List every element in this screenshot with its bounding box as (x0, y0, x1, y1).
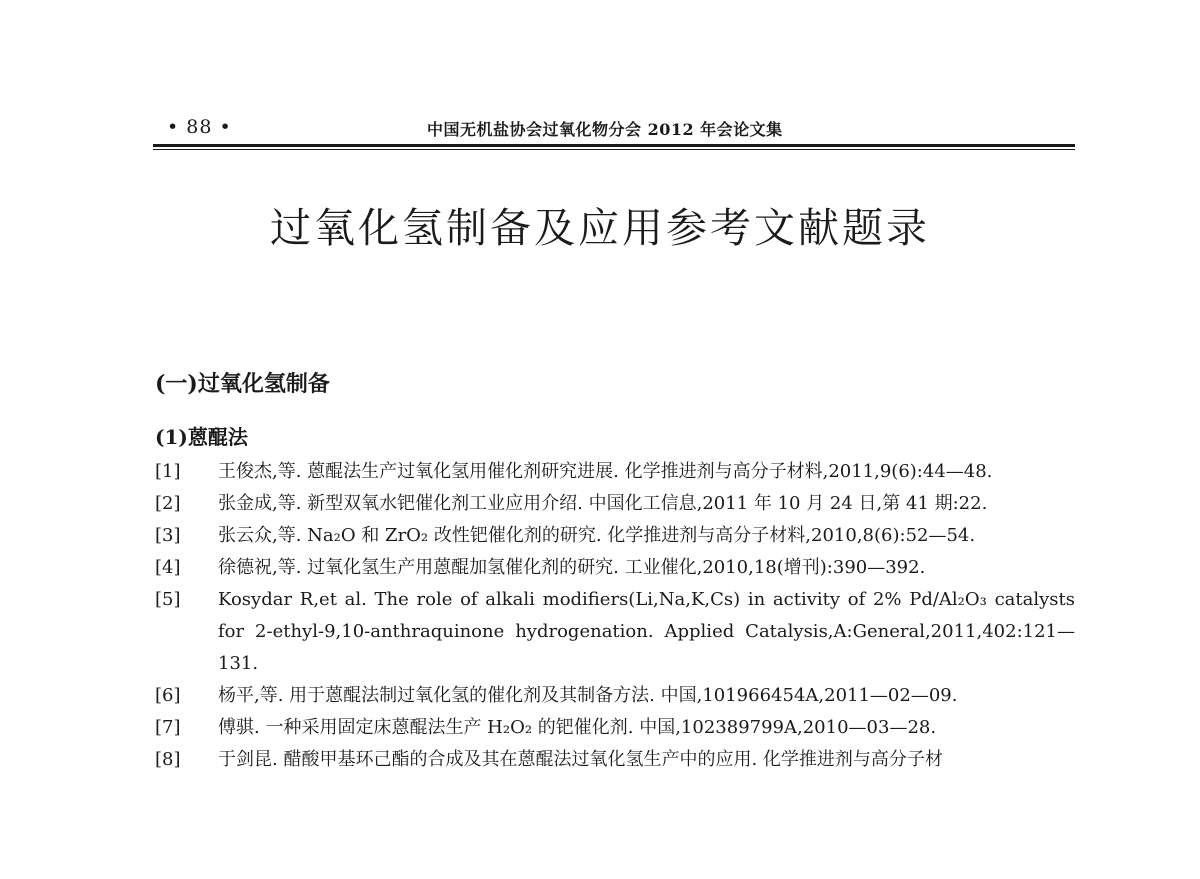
reference-text: 张金成,等. 新型双氧水钯催化剂工业应用介绍. 中国化工信息,2011 年 10 月 24 日,第 41 期:22. (218, 493, 988, 514)
page-number: • 88 • (167, 116, 232, 138)
reference-item (155, 488, 1075, 520)
subsection-heading: (1)蒽醌法 (155, 425, 248, 449)
reference-item (155, 520, 1075, 552)
reference-text: 王俊杰,等. 蒽醌法生产过氧化氢用催化剂研究进展. 化学推进剂与高分子材料,2011,9(6):44—48. (218, 461, 993, 482)
journal-title: 中国无机盐协会过氧化物分会 2012 年会论文集 (427, 120, 783, 139)
header-rule-thin (153, 149, 1075, 150)
reference-item (155, 712, 1075, 744)
reference-number: [8] (155, 749, 181, 770)
reference-text: 杨平,等. 用于蒽醌法制过氧化氢的催化剂及其制备方法. 中国,101966454A,2011—02—09. (218, 685, 958, 706)
reference-text: 于剑昆. 醋酸甲基环己酯的合成及其在蒽醌法过氧化氢生产中的应用. 化学推进剂与高分子材 (218, 749, 943, 770)
reference-item (155, 552, 1075, 584)
reference-number: [3] (155, 525, 181, 546)
reference-number: [6] (155, 685, 181, 706)
reference-number: [2] (155, 493, 181, 514)
running-header (155, 114, 1073, 144)
reference-item (155, 680, 1075, 712)
reference-item (155, 584, 1075, 680)
reference-number: [7] (155, 717, 181, 738)
document-title: 过氧化氢制备及应用参考文献题录 (270, 204, 930, 252)
reference-list (155, 456, 1075, 776)
reference-text: 傅骐. 一种采用固定床蒽醌法生产 H₂O₂ 的钯催化剂. 中国,102389799A,2010—03—28. (218, 717, 937, 738)
section-heading: (一)过氧化氢制备 (155, 371, 330, 397)
reference-text: 张云众,等. Na₂O 和 ZrO₂ 改性钯催化剂的研究. 化学推进剂与高分子材料,2010,8(6):52—54. (218, 525, 976, 546)
reference-text: 徐德祝,等. 过氧化氢生产用蒽醌加氢催化剂的研究. 工业催化,2010,18(增刊):390—392. (218, 557, 926, 578)
reference-number: [4] (155, 557, 181, 578)
reference-item (155, 744, 1075, 776)
reference-number: [1] (155, 461, 181, 482)
reference-item (155, 456, 1075, 488)
reference-text: Kosydar R,et al. The role of alkali modifiers(Li,Na,K,Cs) in activity of 2% Pd/Al₂O₃ catalysts for 2-ethyl-9,10-anthraquinone hydrogenation. Applied Catalysis,A:General,2011,402:121—131. (218, 589, 1075, 674)
header-rule-thick (153, 144, 1075, 147)
reference-number: [5] (155, 589, 181, 610)
